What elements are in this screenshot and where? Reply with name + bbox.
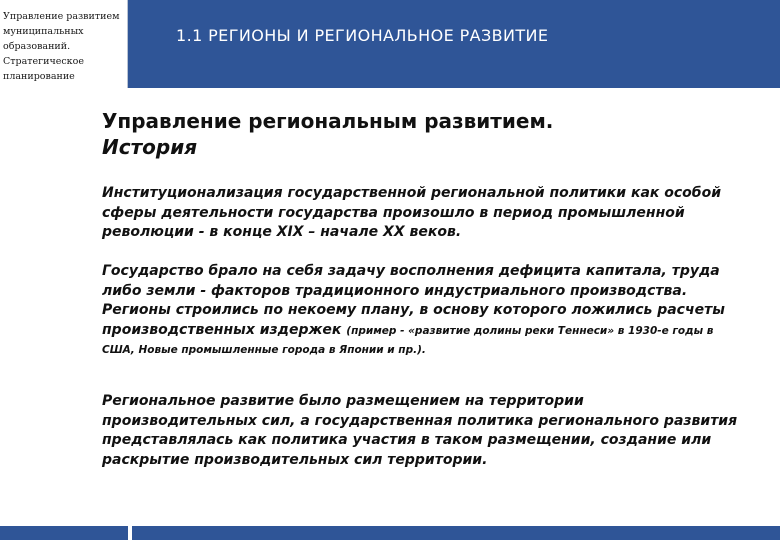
slide-title-line2: История <box>102 135 198 159</box>
header-bar <box>128 0 780 88</box>
slide-title <box>102 108 742 160</box>
course-title-panel <box>0 0 128 88</box>
paragraph-2 <box>102 262 742 360</box>
paragraph-3: Региональное развитие было размещением на территории производительных сил, а государственная политика регионального развития представлялась как политика участия в таком размещении, создание или раскрытие производительных сил территории. <box>102 393 738 468</box>
paragraph-2-note: (пример - «развитие долины реки Теннеси» в 1930-е годы в США, Новые промышленные города в Японии и пр.). <box>102 324 714 356</box>
footer-bar <box>0 526 780 540</box>
footer-divider <box>128 526 132 540</box>
course-title: Управление развитием муниципальных образований. Стратегическое планирование <box>3 11 120 82</box>
paragraph-2-main: Государство брало на себя задачу восполнения дефицита капитала, труда либо земли - факторов традиционного индустриального производства. Регионы строились по некоему плану, в основу которого ложились расчеты производственных издержек <box>102 263 725 338</box>
paragraph-1: Институционализация государственной региональной политики как особой сферы деятельности государства произошло в период промышленной революции - в конце XIX – начале XX веков. <box>102 185 722 240</box>
slide-title-line1: Управление региональным развитием. <box>102 109 554 133</box>
section-title: 1.1 РЕГИОНЫ И РЕГИОНАЛЬНОЕ РАЗВИТИЕ <box>176 26 549 45</box>
